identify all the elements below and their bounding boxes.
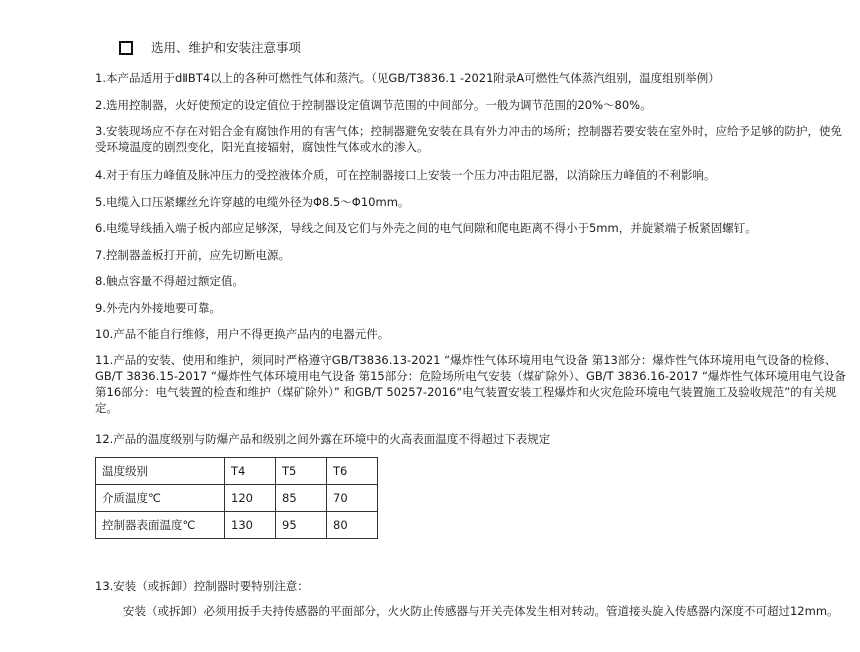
table-cell: 85 bbox=[276, 485, 327, 512]
item-11: 11.产品的安装、使用和维护，须同时严格遵守GB/T3836.13-2021 “爆炸性气体环境用电气设备 第13部分：爆炸性气体环境用电气设备的检修、GB/T 3836.15-2017 “爆炸性气体环境用电气设备 第15部分：危险场所电气安装（煤矿除外）、GB/T 3836.16-2017 “爆炸性气体环境用电气设备 第16部分：电气装置的检查和维护（煤矿除外）” 和GB/T 50257-2016“电气装置安装工程爆炸和火灾危险环境电气装置施工及验收规范”的有关规定。 bbox=[95, 353, 846, 415]
item-12: 12.产品的温度级别与防爆产品和级别之间外露在环境中的火高表面温度不得超过下表规定 bbox=[95, 432, 551, 446]
temperature-table bbox=[95, 457, 378, 539]
item-1: 1.本产品适用于dⅡBT4以上的各种可燃性气体和蒸汽。（见GB/T3836.1 -2021附录A可燃性气体蒸汽组别，温度组别举例） bbox=[95, 71, 720, 85]
table-cell: 95 bbox=[276, 512, 327, 539]
table-row bbox=[96, 458, 378, 485]
item-2: 2.选用控制器，火好使预定的设定值位于控制器设定值调节范围的中间部分。一般为调节范围的20%～80%。 bbox=[95, 98, 652, 112]
item-6: 6.电缆导线插入端子板内部应足够深，导线之间及它们与外壳之间的电气间隙和爬电距离不得小于5mm，并旋紧端子板紧固螺钉。 bbox=[95, 221, 757, 235]
table-cell: 介质温度℃ bbox=[96, 485, 225, 512]
table-row bbox=[96, 485, 378, 512]
item-13-body: 安装（或拆卸）必须用扳手夫持传感器的平面部分，火火防止传感器与开关壳体发生相对转动。管道接头旋入传感器内深度不可超过12mm。 bbox=[123, 604, 839, 618]
section-title: 选用、维护和安装注意事项 bbox=[151, 40, 302, 55]
table-cell: 控制器表面温度℃ bbox=[96, 512, 225, 539]
section-heading bbox=[119, 39, 301, 57]
item-10: 10.产品不能自行维修，用户不得更换产品内的电器元件。 bbox=[95, 327, 390, 341]
table-cell: 温度级别 bbox=[96, 458, 225, 485]
item-3: 3.安装现场应不存在对铝合金有腐蚀作用的有害气体；控制器避免安装在具有外力冲击的场所；控制器若要安装在室外时，应给予足够的防护，使免受环境温度的剧烈变化，阳光直接辐射，腐蚀性气体或水的渗入。 bbox=[95, 124, 842, 154]
table-cell: T4 bbox=[225, 458, 276, 485]
item-4: 4.对于有压力峰值及脉冲压力的受控液体介质，可在控制器接口上安装一个压力冲击阻尼器，以消除压力峰值的不利影响。 bbox=[95, 168, 716, 182]
item-5: 5.电缆入口压紧螺丝允许穿越的电缆外径为Φ8.5～Φ10mm。 bbox=[95, 195, 410, 209]
item-8: 8.触点容量不得超过额定值。 bbox=[95, 274, 244, 288]
table-cell: 70 bbox=[327, 485, 378, 512]
table-row bbox=[96, 512, 378, 539]
table-cell: 80 bbox=[327, 512, 378, 539]
table-cell: T5 bbox=[276, 458, 327, 485]
item-7: 7.控制器盖板打开前，应先切断电源。 bbox=[95, 248, 290, 262]
table-cell: T6 bbox=[327, 458, 378, 485]
item-13-title: 13.安装（或拆卸）控制器时要特别注意： bbox=[95, 579, 309, 593]
item-9: 9.外壳内外接地要可靠。 bbox=[95, 301, 221, 315]
checkbox-square-icon bbox=[119, 41, 133, 55]
table-cell: 120 bbox=[225, 485, 276, 512]
table-cell: 130 bbox=[225, 512, 276, 539]
